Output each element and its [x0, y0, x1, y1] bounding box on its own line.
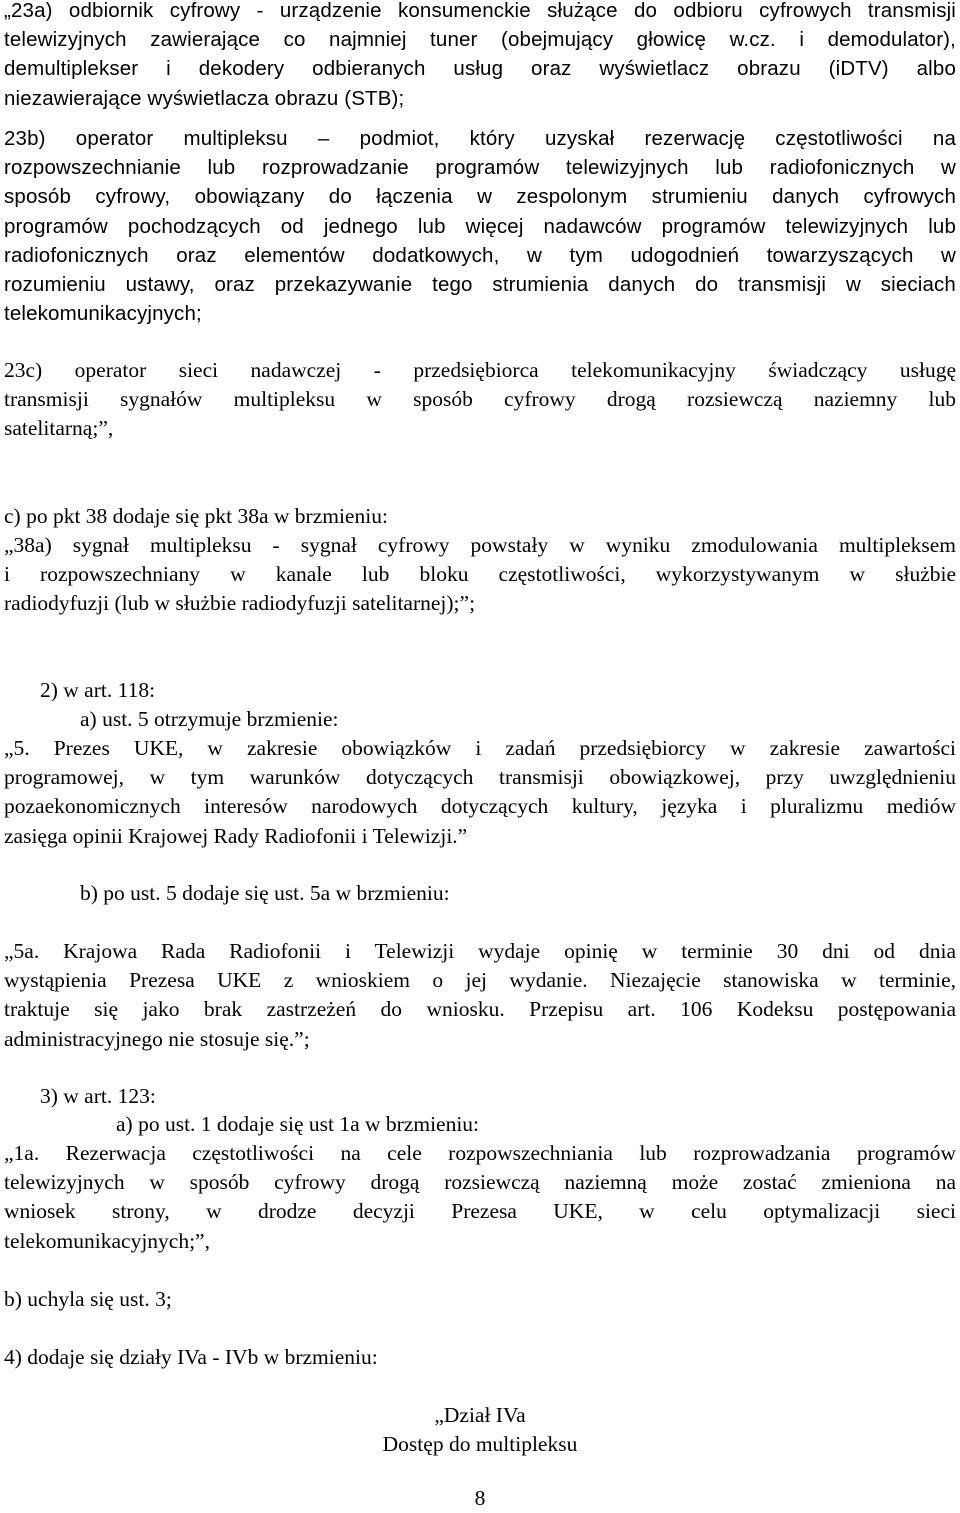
text-line: 23b) operator multipleksu – podmiot, który uzyskał rezerwację częstotliwości na: [4, 127, 956, 150]
text-line: rozumieniu ustawy, oraz przekazywanie tego strumienia danych do transmisji w sieciach: [4, 273, 956, 297]
text-line: 23c) operator sieci nadawczej - przedsiębiorca telekomunikacyjny świadczący usługę: [4, 358, 956, 382]
text-line: a) ust. 5 otrzymuje brzmienie:: [80, 707, 339, 731]
text-line: wniosek strony, w drodze decyzji Prezesa UKE, w celu optymalizacji sieci: [4, 1199, 956, 1224]
text-line: c) po pkt 38 dodaje się pkt 38a w brzmieniu:: [4, 504, 388, 528]
text-line: satelitarną;”,: [4, 416, 114, 441]
text-line: 2) w art. 118:: [40, 678, 156, 702]
text-line: i rozpowszechniany w kanale lub bloku częstotliwości, wykorzystywanym w służbie: [4, 562, 956, 587]
item-4: [4, 1343, 956, 1372]
text-line: a) po ust. 1 dodaje się ust 1a w brzmieniu:: [116, 1112, 480, 1136]
text-line: transmisji sygnałów multipleksu w sposób cyfrowy drogą rozsiewczą naziemny lub: [4, 387, 956, 412]
item-2-art-118: [40, 676, 920, 705]
paragraph-ust-5: [4, 734, 956, 851]
text-line: telewizyjnych zawierające co najmniej tuner (obejmujący głowicę w.cz. i demodulator),: [4, 28, 956, 52]
definition-23a: [4, 0, 956, 113]
paragraph-ust-1a: [4, 1139, 956, 1256]
text-line: zasięga opinii Krajowej Rady Radiofonii i Telewizji.”: [4, 823, 468, 848]
section-subtitle: Dostęp do multipleksu: [382, 1432, 578, 1457]
text-line: „5a. Krajowa Rada Radiofonii i Telewizji wydaje opinię w terminie 30 dni od dnia: [4, 939, 956, 963]
text-line: demultiplekser i dekodery odbieranych usług oraz wyświetlacz obrazu (iDTV) albo: [4, 57, 956, 81]
text-line: sposób cyfrowy, obowiązany do łączenia w zespolonym strumieniu danych cyfrowych: [4, 185, 956, 209]
text-line: „23a) odbiornik cyfrowy - urządzenie konsumenckie służące do odbioru cyfrowych transmisji: [4, 0, 956, 22]
section-title: „Dział IVa: [434, 1403, 526, 1427]
item-2-b: [80, 879, 920, 908]
text-line: administracyjnego nie stosuje się.”;: [4, 1026, 310, 1051]
item-2-a: [80, 705, 920, 734]
text-line: telewizyjnych w sposób cyfrowy drogą rozsiewczą naziemną może zostać zmieniona na: [4, 1170, 956, 1195]
definition-23c: [4, 356, 956, 444]
page-number-text: 8: [474, 1486, 486, 1510]
text-line: programów pochodzących od jednego lub więcej nadawców programów telewizyjnych lub: [4, 214, 956, 238]
definition-23b: [4, 124, 956, 328]
text-line: niezawierające wyświetlacza obrazu (STB);: [4, 86, 405, 110]
item-3-art-123: [40, 1082, 920, 1111]
item-3-b: [4, 1285, 956, 1314]
amendment-c-intro: [4, 502, 956, 531]
text-line: programowej, w tym warunków dotyczących transmisji obowiązkowej, przy uwzględnieniu: [4, 765, 956, 790]
text-line: telekomunikacyjnych;: [4, 302, 202, 326]
text-line: b) uchyla się ust. 3;: [4, 1287, 172, 1311]
text-line: traktuje się jako brak zastrzeżeń do wniosku. Przepisu art. 106 Kodeksu postępowania: [4, 997, 956, 1022]
text-line: radiofonicznych oraz elementów dodatkowych, w tym udogodnień towarzyszących w: [4, 243, 956, 267]
text-line: „38a) sygnał multipleksu - sygnał cyfrowy powstały w wyniku zmodulowania multipleksem: [4, 533, 956, 557]
text-line: pozaekonomicznych interesów narodowych dotyczących kultury, języka i pluralizmu mediów: [4, 794, 956, 819]
paragraph-ust-5a: [4, 937, 956, 1054]
text-line: „1a. Rezerwacja częstotliwości na cele rozpowszechniania lub rozprowadzania programów: [4, 1141, 956, 1165]
section-heading: [0, 1401, 960, 1459]
text-line: wystąpienia Prezesa UKE z wnioskiem o jej wydanie. Niezajęcie stanowiska w terminie,: [4, 968, 956, 993]
text-line: 4) dodaje się działy IVa - IVb w brzmieniu:: [4, 1345, 378, 1369]
item-3-a: [116, 1110, 916, 1139]
definition-38a: [4, 531, 956, 619]
text-line: b) po ust. 5 dodaje się ust. 5a w brzmieniu:: [80, 881, 450, 905]
text-line: 3) w art. 123:: [40, 1084, 156, 1108]
text-line: telekomunikacyjnych;”,: [4, 1228, 210, 1253]
text-line: radiodyfuzji (lub w służbie radiodyfuzji satelitarnej);”;: [4, 591, 476, 616]
text-line: rozpowszechnianie lub rozprowadzanie programów telewizyjnych lub radiofonicznych w: [4, 156, 956, 180]
text-line: „5. Prezes UKE, w zakresie obowiązków i zadań przedsiębiorcy w zakresie zawartości: [4, 736, 956, 760]
